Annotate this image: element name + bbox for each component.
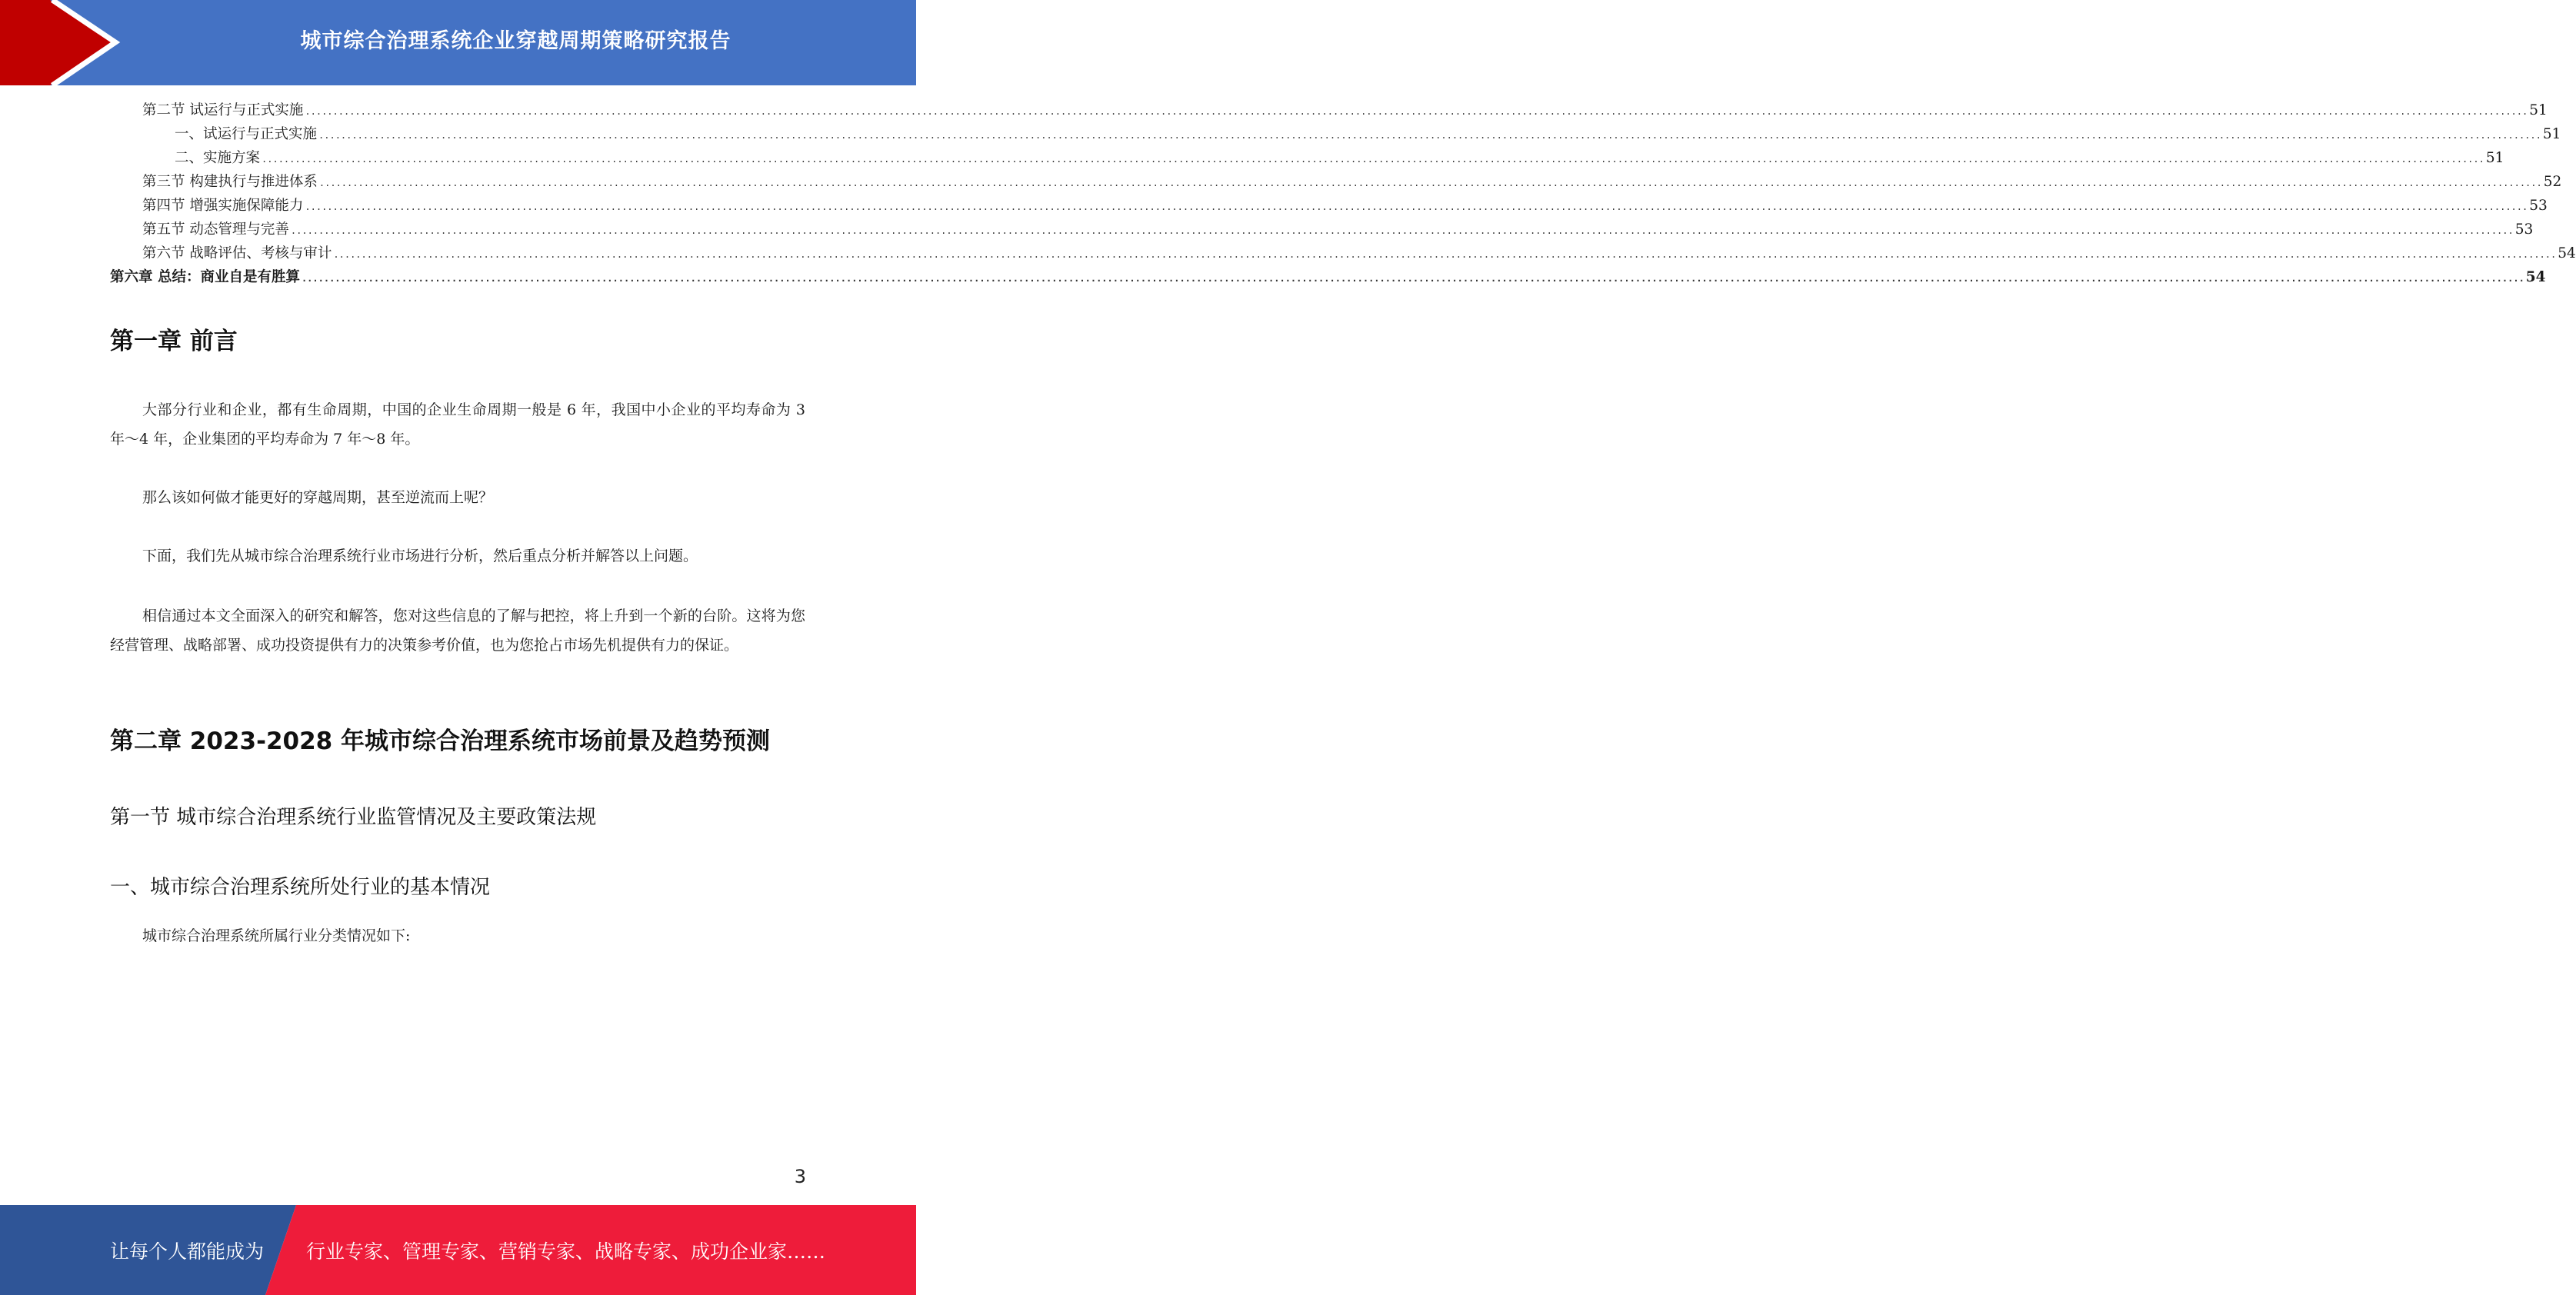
toc-dot-leader: ................................................................................................................................................................................................................................................................................................................................................................................................................ — [305, 201, 2528, 212]
footer-slogan-right: 行业专家、管理专家、营销专家、战略专家、成功企业家…… — [306, 1240, 826, 1263]
table-of-contents — [110, 98, 2576, 289]
toc-entry[interactable] — [110, 194, 2548, 218]
header-title: 城市综合治理系统企业穿越周期策略研究报告 — [300, 28, 731, 53]
toc-dot-leader: ................................................................................................................................................................................................................................................................................................................................................................................................................ — [318, 178, 2542, 188]
page-number: 3 — [794, 1166, 806, 1187]
toc-entry-title: 第五节 动态管理与完善 — [142, 221, 289, 238]
toc-entry-page: 51 — [2485, 150, 2504, 166]
toc-entry-page: 52 — [2543, 174, 2562, 190]
toc-dot-leader: ................................................................................................................................................................................................................................................................................................................................................................................................................ — [290, 225, 2514, 236]
toc-entry-page: 51 — [2542, 126, 2561, 142]
toc-entry-page: 53 — [2529, 198, 2548, 214]
subsection-1-title: 一、城市综合治理系统所处行业的基本情况 — [110, 876, 491, 899]
footer-slogan-left: 让每个人都能成为 — [110, 1240, 265, 1263]
page-header — [0, 0, 916, 85]
toc-entry-title: 第三节 构建执行与推进体系 — [142, 174, 318, 190]
chapter-1-title: 第一章 前言 — [110, 328, 238, 355]
intro-paragraph-1: 大部分行业和企业，都有生命周期，中国的企业生命周期一般是 6 年，我国中小企业的平均寿命为 3 年～4 年，企业集团的平均寿命为 7 年～8 年。 — [110, 401, 805, 448]
classification-paragraph: 城市综合治理系统所属行业分类情况如下: — [142, 927, 411, 944]
toc-entry[interactable] — [110, 218, 2534, 241]
toc-entry-title: 二、实施方案 — [175, 150, 261, 166]
intro-paragraph-3: 下面，我们先从城市综合治理系统行业市场进行分析，然后重点分析并解答以上问题。 — [142, 548, 698, 564]
toc-entry[interactable] — [110, 265, 2546, 289]
toc-entry-title: 第六章 总结：商业自是有胜算 — [110, 269, 300, 285]
chapter-2-title: 第二章 2023-2028 年城市综合治理系统市场前景及趋势预测 — [110, 727, 771, 755]
toc-entry-title: 第六节 战略评估、考核与审计 — [142, 245, 332, 261]
toc-dot-leader: ................................................................................................................................................................................................................................................................................................................................................................................................................ — [301, 273, 2524, 284]
toc-entry-title: 一、试运行与正式实施 — [175, 126, 318, 142]
toc-dot-leader: ................................................................................................................................................................................................................................................................................................................................................................................................................ — [333, 249, 2557, 260]
toc-entry[interactable] — [110, 122, 2561, 146]
intro-paragraph-4: 相信通过本文全面深入的研究和解答，您对这些信息的了解与把控，将上升到一个新的台阶。这将为您经营管理、战略部署、成功投资提供有力的决策参考价值，也为您抢占市场先机提供有力的保证。 — [110, 608, 805, 654]
intro-paragraph-2: 那么该如何做才能更好的穿越周期，甚至逆流而上呢？ — [142, 489, 494, 506]
toc-entry-title: 第二节 试运行与正式实施 — [142, 102, 304, 118]
toc-entry[interactable] — [110, 170, 2562, 194]
toc-entry[interactable] — [110, 241, 2576, 265]
toc-dot-leader: ................................................................................................................................................................................................................................................................................................................................................................................................................ — [318, 130, 2541, 141]
section-1-title: 第一节 城市综合治理系统行业监管情况及主要政策法规 — [110, 806, 597, 829]
toc-dot-leader: ................................................................................................................................................................................................................................................................................................................................................................................................................ — [262, 154, 2484, 165]
toc-entry[interactable] — [110, 98, 2548, 122]
toc-entry-page: 51 — [2529, 102, 2548, 118]
toc-dot-leader: ................................................................................................................................................................................................................................................................................................................................................................................................................ — [305, 106, 2528, 117]
toc-entry-page: 54 — [2525, 269, 2546, 285]
page-footer — [0, 1205, 916, 1295]
toc-entry-title: 第四节 增强实施保障能力 — [142, 198, 304, 214]
toc-entry-page: 54 — [2558, 245, 2576, 261]
toc-entry-page: 53 — [2514, 221, 2534, 238]
toc-entry[interactable] — [110, 146, 2504, 170]
